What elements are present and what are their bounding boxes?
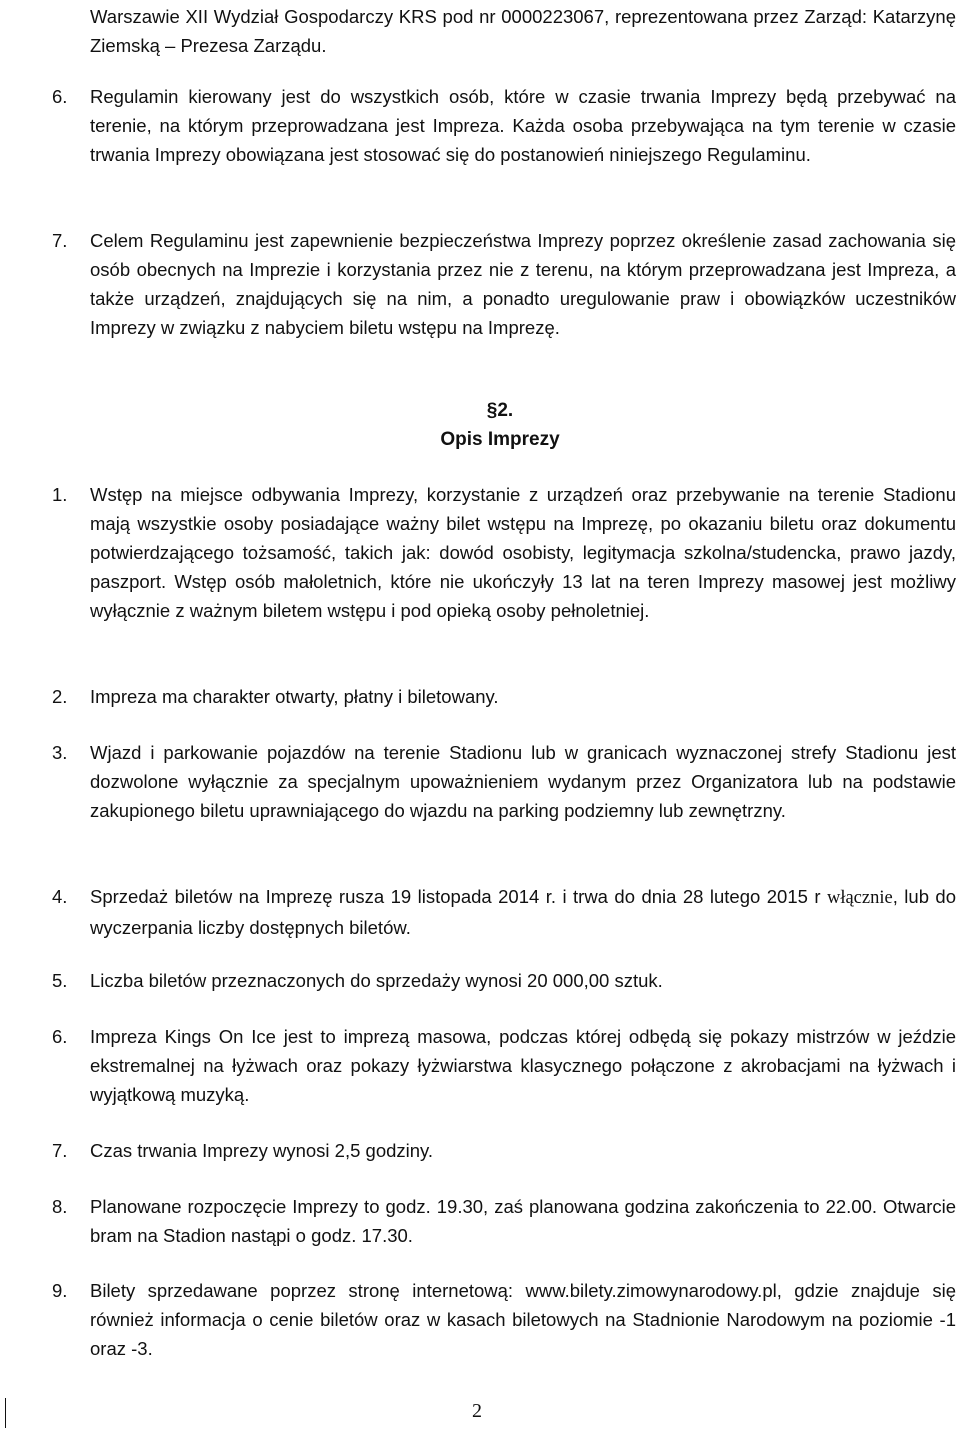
section2-item-8 <box>52 1192 956 1250</box>
item-text: Impreza ma charakter otwarty, płatny i biletowany. <box>90 686 499 707</box>
section-title: Opis Imprezy <box>440 429 560 450</box>
page-number: 2 <box>472 1400 482 1422</box>
item-text: Czas trwania Imprezy wynosi 2,5 godziny. <box>90 1140 434 1161</box>
section2-item-1 <box>52 480 956 625</box>
item-text-part1: Sprzedaż biletów na Imprezę rusza 19 listopada 2014 r. i trwa do dnia 28 lutego 2015 r <box>90 886 827 907</box>
intro-paragraph: Warszawie XII Wydział Gospodarczy KRS pod nr 0000223067, reprezentowana przez Zarząd: Katarzynę Ziemską – Prezesa Zarządu. <box>90 6 956 56</box>
item-text: Wjazd i parkowanie pojazdów na terenie Stadionu lub w granicach wyznaczonej strefy Stadionu jest dozwolone wyłącznie za specjalnym upoważnieniem wydanym przez Organizatora lub na podstawie zakupionego biletu uprawniającego do wjazdu na parking podziemny lub zewnętrzny. <box>90 742 956 821</box>
item-text-serif: włącznie <box>826 888 893 908</box>
item-number: 3. <box>52 742 68 763</box>
item-number: 7. <box>52 1140 68 1161</box>
item-text <box>90 882 956 942</box>
item-number: 4. <box>52 886 68 907</box>
item-number: 6. <box>52 86 68 107</box>
item-text: Planowane rozpoczęcie Imprezy to godz. 19.30, zaś planowana godzina zakończenia to 22.00. Otwarcie bram na Stadion nastąpi o godz. 17.30. <box>90 1196 956 1246</box>
section2-item-6 <box>52 1022 956 1109</box>
section2-item-5 <box>52 966 956 995</box>
section2-item-3 <box>52 738 956 825</box>
item-number: 2. <box>52 686 68 707</box>
section2-item-4 <box>52 882 956 942</box>
item-number: 5. <box>52 970 68 991</box>
item-text: Impreza Kings On Ice jest to imprezą masowa, podczas której odbędą się pokazy mistrzów w jeździe ekstremalnej na łyżwach oraz pokazy łyżwiarstwa klasycznego połączone z akrobacjami na łyżwach i wyjątkową muzyką. <box>90 1026 956 1105</box>
item-text: Regulamin kierowany jest do wszystkich osób, które w czasie trwania Imprezy będą przebywać na terenie, na którym przeprowadzana jest Impreza. Każda osoba przebywająca na tym terenie w czasie trwania Imprezy obowiązana jest stosować się do postanowień niniejszego Regulaminu. <box>90 86 956 165</box>
item-number: 7. <box>52 230 68 251</box>
section2-item-7 <box>52 1136 956 1165</box>
section-number: §2. <box>486 400 514 421</box>
item-text: Wstęp na miejsce odbywania Imprezy, korzystanie z urządzeń oraz przebywanie na terenie Stadionu mają wszystkie osoby posiadające ważny bilet wstępu na Imprezę, po okazaniu biletu oraz dokumentu potwierdzającego tożsamość, takich jak: dowód osobisty, legitymacja szkolna/studencka, prawo jazdy, paszport. Wstęp osób małoletnich, które nie ukończyły 13 lat na teren Imprezy masowej jest możliwy wyłącznie z ważnym biletem wstępu i pod opieką osoby pełnoletniej. <box>90 484 956 621</box>
item-text: Celem Regulaminu jest zapewnienie bezpieczeństwa Imprezy poprzez określenie zasad zachowania się osób obecnych na Imprezie i korzystania przez nie z terenu, na którym przeprowadzana jest Impreza, a także urządzeń, znajdujących się na nim, a ponadto uregulowanie praw i obowiązków uczestników Imprezy w związku z nabyciem biletu wstępu na Imprezę. <box>90 230 956 338</box>
item-text: Liczba biletów przeznaczonych do sprzedaży wynosi 20 000,00 sztuk. <box>90 970 663 991</box>
item-text: Bilety sprzedawane poprzez stronę internetową: www.bilety.zimowynarodowy.pl, gdzie znajduje się również informacja o cenie biletów oraz w kasach biletowych na Stadnionie Narodowym na poziomie -1 oraz -3. <box>90 1280 956 1359</box>
item-number: 9. <box>52 1280 68 1301</box>
item-number: 6. <box>52 1026 68 1047</box>
section2-item-2 <box>52 682 956 711</box>
section1-item-7 <box>52 226 956 342</box>
section2-item-9 <box>52 1276 956 1363</box>
section1-item-6 <box>52 82 956 169</box>
item-number: 1. <box>52 484 68 505</box>
item-number: 8. <box>52 1196 68 1217</box>
text-cursor <box>5 1398 6 1428</box>
item-text-part2: , lub do wyczerpania liczby dostępnych biletów. <box>90 886 957 938</box>
